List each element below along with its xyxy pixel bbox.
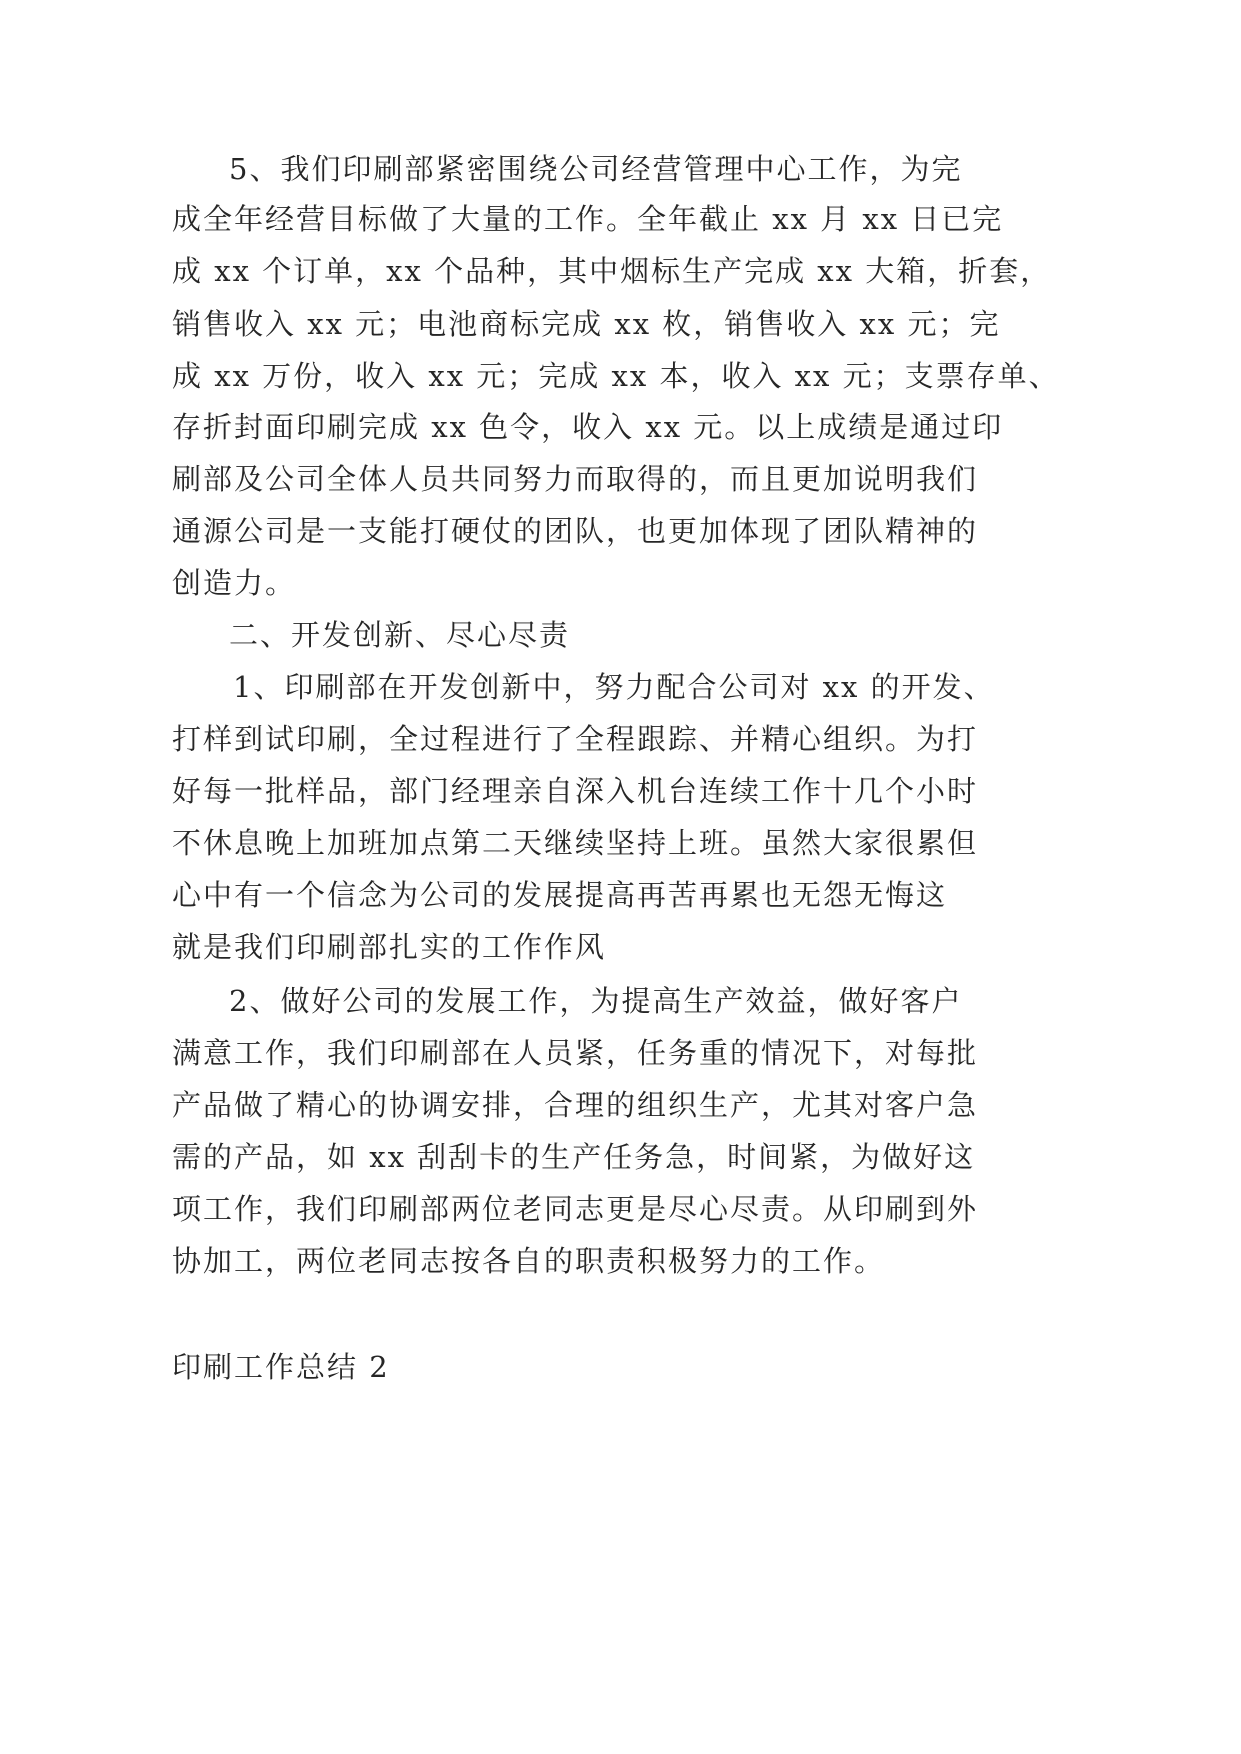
paragraph-1-line-4: 不休息晚上加班加点第二天继续坚持上班。虽然大家很累但 bbox=[172, 826, 979, 860]
paragraph-5-line-5: 成 xx 万份，收入 xx 元；完成 xx 本，收入 xx 元；支票存单、 bbox=[172, 359, 1060, 393]
paragraph-2-line-5: 项工作，我们印刷部两位老同志更是尽心尽责。从印刷到外 bbox=[172, 1192, 979, 1226]
paragraph-1-line-3: 好每一批样品，部门经理亲自深入机台连续工作十几个小时 bbox=[172, 774, 979, 808]
paragraph-1-line-2: 打样到试印刷，全过程进行了全程跟踪、并精心组织。为打 bbox=[172, 722, 979, 756]
paragraph-5-line-3: 成 xx 个订单，xx 个品种，其中烟标生产完成 xx 大箱，折套， bbox=[172, 254, 1052, 288]
paragraph-1-line-6: 就是我们印刷部扎实的工作作风 bbox=[172, 930, 607, 964]
paragraph-2-line-4: 需的产品，如 xx 刮刮卡的生产任务急，时间紧，为做好这 bbox=[172, 1140, 976, 1174]
section-heading: 二、开发创新、尽心尽责 bbox=[229, 618, 571, 652]
paragraph-2-line-6: 协加工，两位老同志按各自的职责积极努力的工作。 bbox=[172, 1244, 886, 1278]
paragraph-2-line-3: 产品做了精心的协调安排，合理的组织生产，尤其对客户急 bbox=[172, 1088, 979, 1122]
paragraph-5-line-8: 通源公司是一支能打硬仗的团队，也更加体现了团队精神的 bbox=[172, 514, 979, 548]
paragraph-1-line-1: 1、印刷部在开发创新中，努力配合公司对 xx 的开发、 bbox=[233, 670, 995, 704]
paragraph-1-line-5: 心中有一个信念为公司的发展提高再苦再累也无怨无悔这 bbox=[172, 878, 948, 912]
paragraph-5-line-6: 存折封面印刷完成 xx 色令，收入 xx 元。以上成绩是通过印 bbox=[172, 410, 1004, 444]
paragraph-5-line-1: 5、我们印刷部紧密围绕公司经营管理中心工作，为完 bbox=[229, 152, 963, 186]
paragraph-5-line-7: 刷部及公司全体人员共同努力而取得的，而且更加说明我们 bbox=[172, 462, 979, 496]
paragraph-2-line-1: 2、做好公司的发展工作，为提高生产效益，做好客户 bbox=[229, 984, 963, 1018]
paragraph-5-line-2: 成全年经营目标做了大量的工作。全年截止 xx 月 xx 日已完 bbox=[172, 202, 1004, 236]
next-section-title: 印刷工作总结 2 bbox=[172, 1350, 390, 1384]
paragraph-5-line-9: 创造力。 bbox=[172, 566, 297, 600]
paragraph-5-line-4: 销售收入 xx 元；电池商标完成 xx 枚，销售收入 xx 元；完 bbox=[172, 307, 1001, 341]
paragraph-2-line-2: 满意工作，我们印刷部在人员紧，任务重的情况下，对每批 bbox=[172, 1036, 979, 1070]
